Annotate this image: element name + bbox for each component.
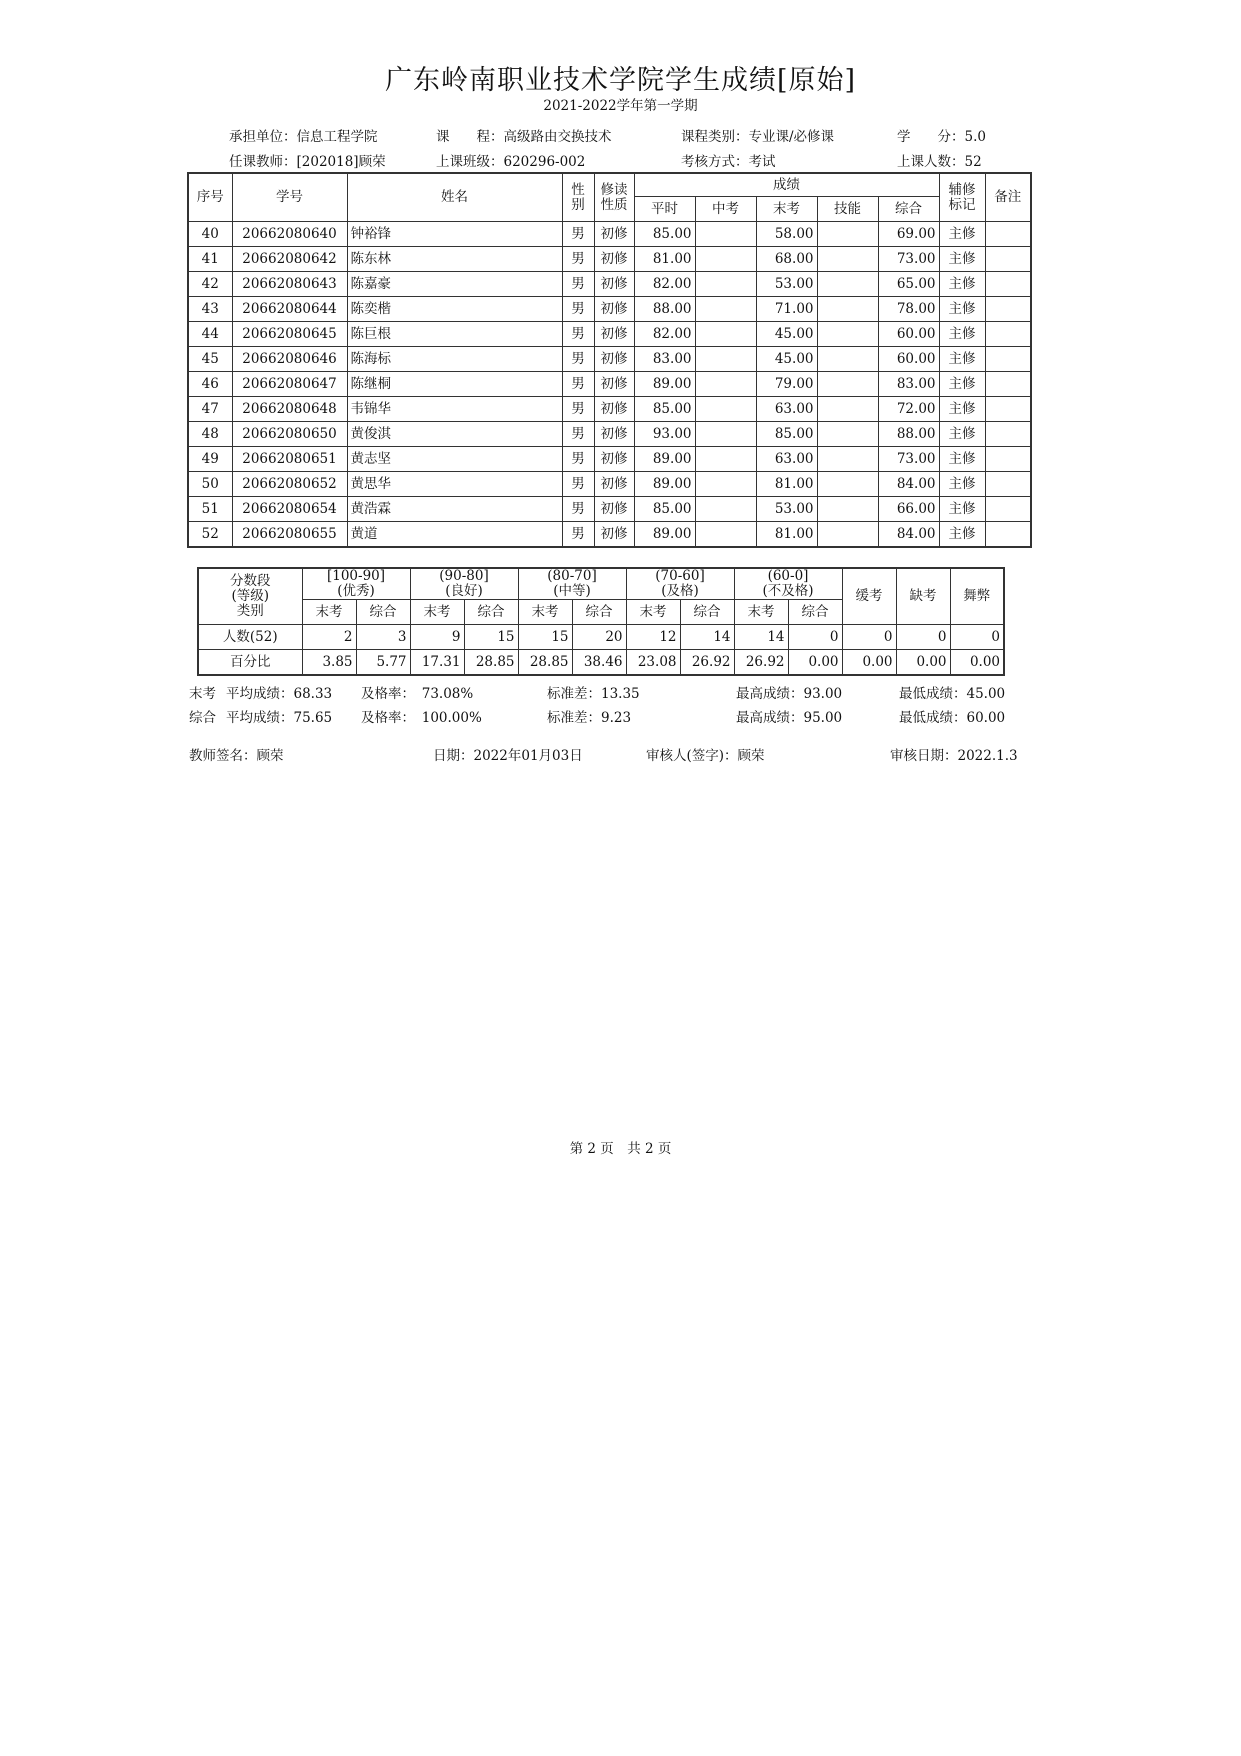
final-max: 最高成绩：93.00 [736, 686, 843, 702]
header-skill: 技能 [817, 197, 878, 222]
dept-label: 承担单位：信息工程学院 [229, 129, 378, 145]
dist-header-row [198, 568, 1004, 600]
dist-extra-header: 舞弊 [950, 568, 1004, 625]
row-name: 黄俊淇 [347, 422, 562, 447]
row-midterm-score [695, 222, 756, 247]
row-overall-score: 73.00 [878, 447, 939, 472]
row-skill-score [817, 497, 878, 522]
row-overall-score: 78.00 [878, 297, 939, 322]
row-remark [985, 422, 1031, 447]
table-row [188, 372, 1031, 397]
row-regular-score: 85.00 [634, 497, 695, 522]
row-minor-mark: 主修 [939, 297, 985, 322]
table-row [188, 522, 1031, 548]
row-gender: 男 [562, 372, 594, 397]
dist-pct-cell: 28.85 [464, 650, 518, 676]
header-student-id: 学号 [232, 173, 347, 222]
dist-count-cell: 14 [680, 625, 734, 650]
course-label: 课 程：高级路由交换技术 [436, 129, 612, 145]
dist-pct-cell: 23.08 [626, 650, 680, 676]
row-midterm-score [695, 497, 756, 522]
dist-count-cell: 0 [950, 625, 1004, 650]
row-overall-score: 84.00 [878, 522, 939, 548]
row-overall-score: 60.00 [878, 322, 939, 347]
dist-extra-header: 缺考 [896, 568, 950, 625]
dist-sub-overall: 综合 [356, 600, 410, 625]
row-regular-score: 82.00 [634, 272, 695, 297]
row-name: 陈东林 [347, 247, 562, 272]
row-study-type: 初修 [594, 322, 634, 347]
table-row [188, 222, 1031, 247]
row-gender: 男 [562, 522, 594, 548]
row-regular-score: 89.00 [634, 522, 695, 548]
row-study-type: 初修 [594, 222, 634, 247]
row-gender: 男 [562, 472, 594, 497]
row-seq: 48 [188, 422, 232, 447]
row-overall-score: 88.00 [878, 422, 939, 447]
row-student-id: 20662080650 [232, 422, 347, 447]
term-label: 2021-2022学年第一学期 [543, 98, 698, 114]
row-seq: 50 [188, 472, 232, 497]
row-regular-score: 85.00 [634, 222, 695, 247]
dist-sub-overall: 综合 [572, 600, 626, 625]
dist-count-cell: 15 [518, 625, 572, 650]
dist-sub-overall: 综合 [788, 600, 842, 625]
table-row [188, 247, 1031, 272]
dist-pct-cell: 0.00 [896, 650, 950, 676]
dist-count-cell: 0 [842, 625, 896, 650]
row-student-id: 20662080647 [232, 372, 347, 397]
row-study-type: 初修 [594, 472, 634, 497]
sign-date: 日期：2022年01月03日 [433, 748, 583, 764]
row-midterm-score [695, 322, 756, 347]
row-final-score: 81.00 [756, 472, 817, 497]
row-student-id: 20662080648 [232, 397, 347, 422]
row-midterm-score [695, 522, 756, 548]
row-minor-mark: 主修 [939, 247, 985, 272]
row-minor-mark: 主修 [939, 322, 985, 347]
row-midterm-score [695, 372, 756, 397]
dist-band-header [302, 568, 410, 600]
credit-label: 学 分：5.0 [897, 129, 986, 145]
report-title: 广东岭南职业技术学院学生成绩[原始] [384, 65, 857, 96]
row-minor-mark: 主修 [939, 372, 985, 397]
row-seq: 44 [188, 322, 232, 347]
row-remark [985, 497, 1031, 522]
row-final-score: 58.00 [756, 222, 817, 247]
dist-pct-cell: 0.00 [842, 650, 896, 676]
row-final-score: 68.00 [756, 247, 817, 272]
row-seq: 52 [188, 522, 232, 548]
row-name: 黄浩霖 [347, 497, 562, 522]
dist-corner-line: 类别 [236, 603, 264, 619]
dist-pct-cell: 0.00 [950, 650, 1004, 676]
row-minor-mark: 主修 [939, 397, 985, 422]
table-row [188, 422, 1031, 447]
dist-pct-row [198, 650, 1004, 676]
dist-band-level: (中等) [553, 583, 591, 599]
row-seq: 40 [188, 222, 232, 247]
row-study-type: 初修 [594, 247, 634, 272]
row-remark [985, 472, 1031, 497]
row-final-score: 63.00 [756, 397, 817, 422]
row-skill-score [817, 347, 878, 372]
final-pass-rate: 及格率： 73.08% [361, 686, 474, 702]
dist-count-cell: 12 [626, 625, 680, 650]
row-seq: 49 [188, 447, 232, 472]
table-row [188, 322, 1031, 347]
class-label: 上课班级：620296-002 [436, 154, 586, 170]
row-skill-score [817, 322, 878, 347]
dist-pct-cell: 28.85 [518, 650, 572, 676]
header-overall: 综合 [878, 197, 939, 222]
final-min: 最低成绩：45.00 [899, 686, 1006, 702]
dist-band-header [410, 568, 518, 600]
row-remark [985, 522, 1031, 548]
row-name: 陈巨根 [347, 322, 562, 347]
row-minor-mark: 主修 [939, 422, 985, 447]
row-seq: 43 [188, 297, 232, 322]
row-gender: 男 [562, 422, 594, 447]
row-final-score: 45.00 [756, 322, 817, 347]
row-name: 黄思华 [347, 472, 562, 497]
dist-band-range: (80-70] [547, 568, 597, 584]
dist-count-cell: 0 [788, 625, 842, 650]
course-type-label: 课程类别：专业课/必修课 [681, 129, 835, 145]
row-student-id: 20662080655 [232, 522, 347, 548]
row-overall-score: 66.00 [878, 497, 939, 522]
row-midterm-score [695, 422, 756, 447]
row-regular-score: 85.00 [634, 397, 695, 422]
review-date: 审核日期：2022.1.3 [890, 748, 1018, 764]
row-final-score: 85.00 [756, 422, 817, 447]
overall-min: 最低成绩：60.00 [899, 710, 1006, 726]
header-scores: 成绩 [634, 173, 939, 197]
row-midterm-score [695, 272, 756, 297]
final-std-dev: 标准差：13.35 [547, 686, 640, 702]
row-minor-mark: 主修 [939, 472, 985, 497]
row-regular-score: 81.00 [634, 247, 695, 272]
header-gender: 性别 [562, 173, 594, 222]
table-row [188, 497, 1031, 522]
header-minor-mark: 辅修标记 [939, 173, 985, 222]
dist-pct-cell: 17.31 [410, 650, 464, 676]
row-seq: 51 [188, 497, 232, 522]
row-midterm-score [695, 297, 756, 322]
student-count-label: 上课人数：52 [897, 154, 982, 170]
row-regular-score: 89.00 [634, 447, 695, 472]
row-minor-mark: 主修 [939, 347, 985, 372]
dist-pct-cell: 26.92 [734, 650, 788, 676]
row-skill-score [817, 222, 878, 247]
row-gender: 男 [562, 247, 594, 272]
row-regular-score: 89.00 [634, 372, 695, 397]
row-gender: 男 [562, 322, 594, 347]
row-student-id: 20662080652 [232, 472, 347, 497]
row-skill-score [817, 272, 878, 297]
row-minor-mark: 主修 [939, 447, 985, 472]
dist-count-cell: 15 [464, 625, 518, 650]
row-name: 韦锦华 [347, 397, 562, 422]
row-final-score: 45.00 [756, 347, 817, 372]
dist-band-range: [100-90] [326, 568, 386, 584]
row-seq: 41 [188, 247, 232, 272]
row-remark [985, 222, 1031, 247]
row-skill-score [817, 372, 878, 397]
dist-band-range: (90-80] [439, 568, 489, 584]
overall-std-dev: 标准差：9.23 [547, 710, 632, 726]
dist-sub-final: 末考 [734, 600, 788, 625]
dist-extra-header: 缓考 [842, 568, 896, 625]
row-name: 陈海标 [347, 347, 562, 372]
row-skill-score [817, 472, 878, 497]
overall-stats-label: 综合 [189, 710, 216, 726]
row-study-type: 初修 [594, 497, 634, 522]
row-study-type: 初修 [594, 297, 634, 322]
row-study-type: 初修 [594, 397, 634, 422]
row-gender: 男 [562, 397, 594, 422]
dist-pct-cell: 26.92 [680, 650, 734, 676]
row-gender: 男 [562, 297, 594, 322]
row-minor-mark: 主修 [939, 272, 985, 297]
teacher-signature: 教师签名：顾荣 [189, 748, 284, 764]
teacher-label: 任课教师：[202018]顾荣 [229, 154, 386, 170]
dist-corner [198, 568, 302, 625]
dist-count-label: 人数(52) [198, 625, 302, 650]
row-regular-score: 89.00 [634, 472, 695, 497]
table-row [188, 397, 1031, 422]
row-skill-score [817, 422, 878, 447]
row-skill-score [817, 297, 878, 322]
dist-pct-label: 百分比 [198, 650, 302, 676]
row-name: 钟裕锋 [347, 222, 562, 247]
dist-band-header [734, 568, 842, 600]
dist-count-row [198, 625, 1004, 650]
exam-mode-label: 考核方式：考试 [681, 154, 776, 170]
row-study-type: 初修 [594, 422, 634, 447]
row-final-score: 63.00 [756, 447, 817, 472]
row-remark [985, 372, 1031, 397]
row-skill-score [817, 247, 878, 272]
row-study-type: 初修 [594, 372, 634, 397]
row-seq: 47 [188, 397, 232, 422]
row-gender: 男 [562, 272, 594, 297]
row-name: 陈继桐 [347, 372, 562, 397]
dist-sub-final: 末考 [626, 600, 680, 625]
dist-pct-cell: 38.46 [572, 650, 626, 676]
row-seq: 46 [188, 372, 232, 397]
header-name: 姓名 [347, 173, 562, 222]
row-final-score: 79.00 [756, 372, 817, 397]
row-regular-score: 93.00 [634, 422, 695, 447]
row-student-id: 20662080654 [232, 497, 347, 522]
row-gender: 男 [562, 447, 594, 472]
final-stats-label: 末考 [189, 686, 216, 702]
row-student-id: 20662080645 [232, 322, 347, 347]
row-remark [985, 297, 1031, 322]
row-remark [985, 272, 1031, 297]
row-student-id: 20662080646 [232, 347, 347, 372]
header-regular: 平时 [634, 197, 695, 222]
row-study-type: 初修 [594, 447, 634, 472]
row-seq: 42 [188, 272, 232, 297]
table-row [188, 297, 1031, 322]
row-remark [985, 322, 1031, 347]
row-final-score: 53.00 [756, 272, 817, 297]
row-student-id: 20662080644 [232, 297, 347, 322]
row-overall-score: 60.00 [878, 347, 939, 372]
row-midterm-score [695, 447, 756, 472]
row-overall-score: 69.00 [878, 222, 939, 247]
dist-band-level: (不及格) [762, 583, 814, 599]
dist-sub-final: 末考 [518, 600, 572, 625]
row-name: 黄道 [347, 522, 562, 548]
grade-distribution-table [197, 567, 1005, 676]
row-gender: 男 [562, 497, 594, 522]
dist-count-cell: 0 [896, 625, 950, 650]
row-skill-score [817, 397, 878, 422]
dist-band-header [518, 568, 626, 600]
dist-count-cell: 14 [734, 625, 788, 650]
row-name: 黄志坚 [347, 447, 562, 472]
dist-band-header [626, 568, 734, 600]
row-name: 陈奕楷 [347, 297, 562, 322]
header-study-type: 修读性质 [594, 173, 634, 222]
row-name: 陈嘉豪 [347, 272, 562, 297]
page-number: 第 2 页 共 2 页 [569, 1141, 672, 1157]
row-student-id: 20662080643 [232, 272, 347, 297]
row-overall-score: 73.00 [878, 247, 939, 272]
row-overall-score: 65.00 [878, 272, 939, 297]
dist-count-cell: 2 [302, 625, 356, 650]
dist-count-cell: 9 [410, 625, 464, 650]
header-seq: 序号 [188, 173, 232, 222]
overall-max: 最高成绩：95.00 [736, 710, 843, 726]
row-final-score: 81.00 [756, 522, 817, 548]
overall-average: 平均成绩：75.65 [226, 710, 333, 726]
header-remark: 备注 [985, 173, 1031, 222]
dist-band-level: (良好) [445, 583, 483, 599]
header-final: 末考 [756, 197, 817, 222]
dist-corner-line: (等级) [231, 588, 270, 604]
row-overall-score: 84.00 [878, 472, 939, 497]
dist-pct-cell: 0.00 [788, 650, 842, 676]
row-minor-mark: 主修 [939, 522, 985, 548]
row-regular-score: 83.00 [634, 347, 695, 372]
row-seq: 45 [188, 347, 232, 372]
row-overall-score: 83.00 [878, 372, 939, 397]
row-gender: 男 [562, 347, 594, 372]
row-midterm-score [695, 247, 756, 272]
table-row [188, 347, 1031, 372]
row-study-type: 初修 [594, 522, 634, 548]
row-student-id: 20662080640 [232, 222, 347, 247]
row-midterm-score [695, 347, 756, 372]
row-midterm-score [695, 397, 756, 422]
table-row [188, 447, 1031, 472]
row-remark [985, 247, 1031, 272]
header-midterm: 中考 [695, 197, 756, 222]
dist-sub-final: 末考 [302, 600, 356, 625]
dist-corner-line: 分数段 [230, 573, 271, 589]
row-final-score: 71.00 [756, 297, 817, 322]
row-overall-score: 72.00 [878, 397, 939, 422]
row-student-id: 20662080642 [232, 247, 347, 272]
dist-band-range: (70-60] [655, 568, 705, 584]
reviewer-signature: 审核人(签字)：顾荣 [646, 748, 765, 764]
row-remark [985, 447, 1031, 472]
row-study-type: 初修 [594, 347, 634, 372]
final-average: 平均成绩：68.33 [226, 686, 333, 702]
row-minor-mark: 主修 [939, 222, 985, 247]
row-remark [985, 397, 1031, 422]
overall-pass-rate: 及格率： 100.00% [361, 710, 482, 726]
dist-sub-final: 末考 [410, 600, 464, 625]
row-skill-score [817, 447, 878, 472]
row-regular-score: 88.00 [634, 297, 695, 322]
row-study-type: 初修 [594, 272, 634, 297]
row-student-id: 20662080651 [232, 447, 347, 472]
dist-count-cell: 3 [356, 625, 410, 650]
dist-band-level: (优秀) [337, 583, 375, 599]
row-minor-mark: 主修 [939, 497, 985, 522]
row-skill-score [817, 522, 878, 548]
dist-pct-cell: 5.77 [356, 650, 410, 676]
dist-count-cell: 20 [572, 625, 626, 650]
row-remark [985, 347, 1031, 372]
row-gender: 男 [562, 222, 594, 247]
dist-band-level: (及格) [661, 583, 699, 599]
table-row [188, 472, 1031, 497]
score-table [187, 172, 1032, 548]
dist-sub-overall: 综合 [464, 600, 518, 625]
row-midterm-score [695, 472, 756, 497]
dist-sub-overall: 综合 [680, 600, 734, 625]
row-regular-score: 82.00 [634, 322, 695, 347]
dist-pct-cell: 3.85 [302, 650, 356, 676]
dist-band-range: (60-0] [767, 568, 809, 584]
table-row [188, 272, 1031, 297]
row-final-score: 53.00 [756, 497, 817, 522]
